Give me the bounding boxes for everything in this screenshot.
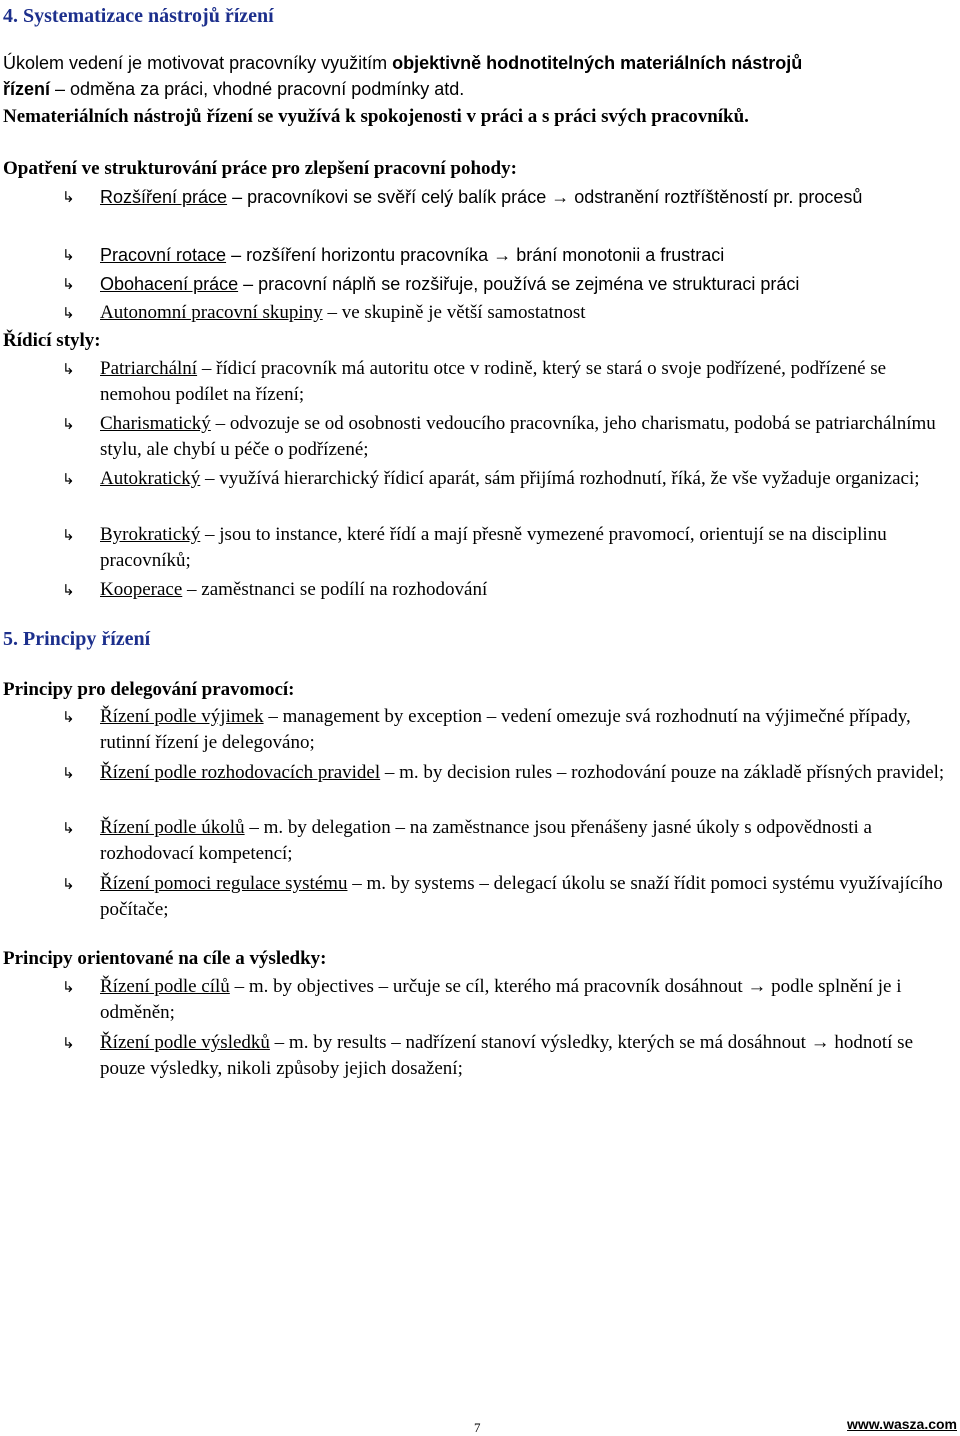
list-item	[62, 522, 948, 574]
list-item	[62, 1030, 948, 1082]
intro-line-2	[3, 76, 952, 102]
item-term: Pracovní rotace	[100, 245, 227, 265]
list-item	[62, 871, 948, 923]
bullet-arrow-icon: ↳	[62, 1034, 75, 1052]
list-item	[62, 466, 948, 492]
bullet-arrow-icon: ↳	[62, 708, 75, 726]
item-term: Obohacení práce	[100, 274, 239, 294]
bullet-arrow-icon: ↳	[62, 764, 75, 782]
item-desc: – m. by results – nadřízení stanoví výsledky, kterých se má dosáhnout → hodnotí se pouze výsledky, nikoli způsoby jejich dosažení;	[100, 1032, 913, 1079]
section-5-title: 5. Principy řízení	[3, 628, 151, 650]
item-desc: – m. by objectives – určuje se cíl, kterého má pracovník dosáhnout → podle splnění je i odměněn;	[100, 976, 902, 1023]
item-term: Autonomní pracovní skupiny	[100, 302, 323, 323]
bullet-arrow-icon: ↳	[62, 819, 75, 837]
bullet-arrow-icon: ↳	[62, 875, 75, 893]
section-4-title: 4. Systematizace nástrojů řízení	[3, 5, 274, 27]
bullet-arrow-icon: ↳	[62, 581, 75, 599]
item-term: Charismatický	[100, 413, 211, 434]
item-term: Kooperace	[100, 579, 183, 600]
bullet-arrow-icon: ↳	[62, 470, 75, 488]
item-desc: – m. by delegation – na zaměstnance jsou přenášeny jasné úkoly s odpovědnosti a rozhodovací kompetencí;	[100, 817, 872, 864]
item-desc: – pracovní náplň se rozšiřuje, používá se zejména ve strukturaci práci	[238, 274, 800, 294]
list-item	[62, 577, 948, 603]
list-item	[62, 704, 948, 756]
item-desc: – pracovníkovi se svěří celý balík práce → odstranění roztříštěností pr. procesů	[227, 187, 863, 207]
item-term: Řízení podle úkolů	[100, 817, 245, 838]
intro-line-2-b: – odměna za práci, vhodné pracovní podmínky atd.	[50, 79, 465, 99]
goals-heading: Principy orientované na cíle a výsledky:	[3, 948, 327, 969]
intro-line-2-a: řízení	[3, 79, 51, 99]
bullet-arrow-icon: ↳	[62, 304, 75, 322]
list-item	[62, 974, 948, 1026]
item-term: Řízení podle výjimek	[100, 706, 264, 727]
item-term: Byrokratický	[100, 524, 201, 545]
item-desc: – m. by decision rules – rozhodování pouze na základě přísných pravidel;	[380, 762, 945, 783]
item-desc: – jsou to instance, které řídí a mají přesně vymezené pravomocí, orientují se na disciplinu pracovníků;	[100, 524, 887, 571]
list-item	[62, 411, 948, 463]
item-term: Řízení podle výsledků	[100, 1032, 270, 1053]
item-desc: – zaměstnanci se podílí na rozhodování	[182, 579, 488, 600]
item-desc: – odvozuje se od osobnosti vedoucího pracovníka, jeho charismatu, podobá se patriarchálnímu stylu, ale chybí u péče o podřízené;	[100, 413, 936, 460]
bullet-arrow-icon: ↳	[62, 415, 75, 433]
list-item	[62, 184, 948, 210]
item-term: Patriarchální	[100, 358, 198, 379]
item-desc: – m. by systems – delegací úkolu se snaží řídit pomoci systému využívajícího počítače;	[100, 873, 943, 920]
measures-heading: Opatření ve strukturování práce pro zlepšení pracovní pohody:	[3, 158, 517, 179]
intro-line-1-a: Úkolem vedení je motivovat pracovníky využitím	[3, 53, 393, 73]
bullet-arrow-icon: ↳	[62, 275, 75, 293]
bullet-arrow-icon: ↳	[62, 360, 75, 378]
item-term: Řízení pomoci regulace systému	[100, 873, 348, 894]
delegation-heading: Principy pro delegování pravomocí:	[3, 679, 295, 700]
item-term: Rozšíření práce	[100, 187, 228, 207]
item-term: Autokratický	[100, 468, 201, 489]
list-item	[62, 300, 948, 326]
styles-heading: Řídicí styly:	[3, 330, 101, 351]
intro-line-1-b: objektivně hodnotitelných materiálních nástrojů	[392, 53, 803, 73]
list-item	[62, 815, 948, 867]
list-item	[62, 760, 948, 786]
bullet-arrow-icon: ↳	[62, 526, 75, 544]
item-term: Řízení podle rozhodovacích pravidel	[100, 762, 381, 783]
list-item	[62, 271, 948, 297]
bullet-arrow-icon: ↳	[62, 246, 75, 264]
item-desc: – využívá hierarchický řídicí aparát, sám přijímá rozhodnutí, říká, že vše vyžaduje organizaci;	[200, 468, 920, 489]
item-desc: – řídicí pracovník má autoritu otce v rodině, který se stará o svoje podřízené, podřízené se nemohou podílet na řízení;	[100, 358, 887, 405]
list-item	[62, 242, 948, 268]
page-number: 7	[474, 1420, 481, 1435]
bullet-arrow-icon: ↳	[62, 188, 75, 206]
list-item	[62, 356, 948, 408]
bullet-arrow-icon: ↳	[62, 978, 75, 996]
item-desc: – rozšíření horizontu pracovníka → brání monotonii a frustraci	[226, 245, 725, 265]
item-desc: – management by exception – vedení omezuje svá rozhodnutí na výjimečné případy, rutinní řízení je delegováno;	[100, 706, 911, 753]
item-desc: – ve skupině je větší samostatnost	[322, 302, 586, 323]
intro-line-3: Nemateriálních nástrojů řízení se využívá k spokojenosti v práci a s práci svých pracovníků.	[3, 106, 749, 127]
footer-link[interactable]: www.wasza.com	[847, 1416, 957, 1432]
intro-paragraph	[3, 50, 952, 76]
item-term: Řízení podle cílů	[100, 976, 230, 997]
